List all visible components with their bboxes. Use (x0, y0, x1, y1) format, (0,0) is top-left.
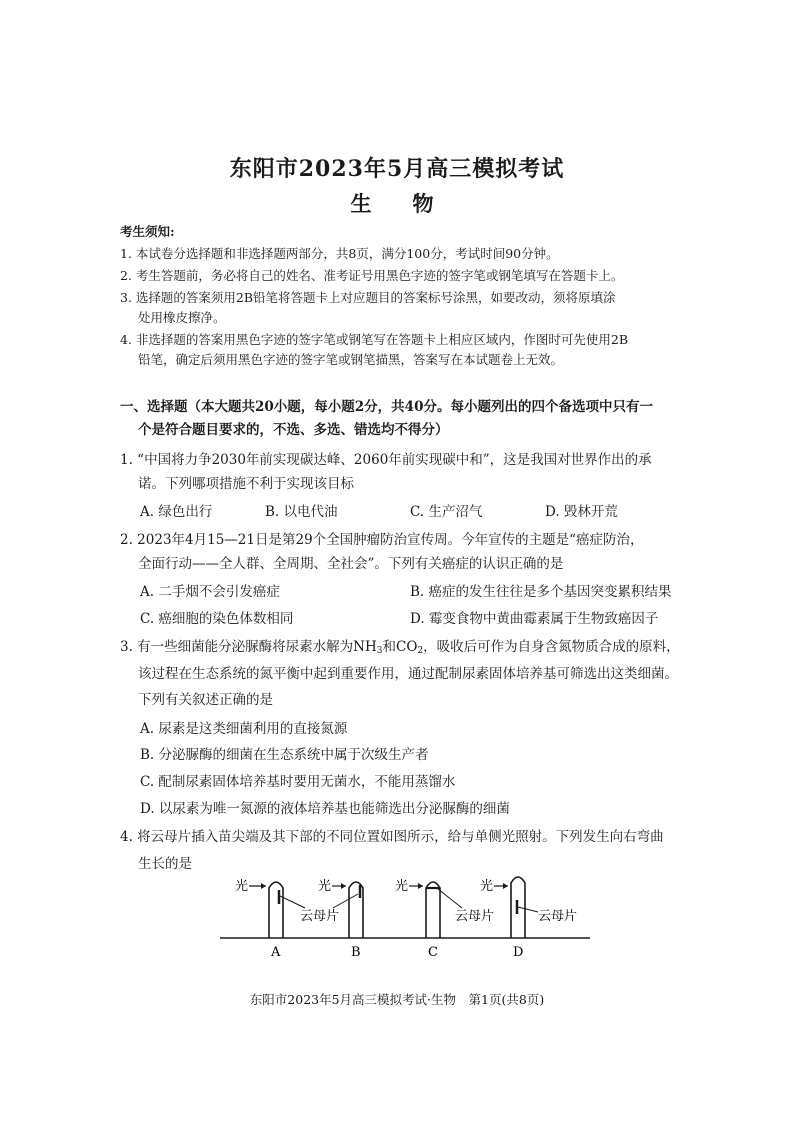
q2-option-d: D. 霉变食物中黄曲霉素属于生物致癌因子 (410, 611, 659, 627)
q3-stem-cont: 该过程在生态系统的氮平衡中起到重要作用，通过配制尿素固体培养基可筛选出这类细菌。 (138, 666, 678, 682)
q2-option-a: A. 二手烟不会引发癌症 (140, 584, 280, 600)
coleoptile-figure (200, 868, 600, 963)
q3-stem: 3. 有一些细菌能分泌脲酶将尿素水解为$NH_3$和$CO_2$，吸收后可作为自身含氮物质合成的原料， (120, 639, 680, 656)
q3-stem-cont: 下列有关叙述正确的是 (138, 692, 273, 708)
mica-label-c: 云母片 (455, 909, 495, 924)
light-label-a: 光 (235, 879, 249, 894)
section-heading: 一、选择题（本大题共20小题，每小题2分，共40分。每小题列出的四个备选项中只有一 (120, 399, 653, 415)
label-b: B (351, 945, 361, 960)
seedling-d (480, 877, 577, 960)
notice-item: 2. 考生答题前，务必将自己的姓名、准考证号用黑色字迹的签字笔或钢笔填写在答题卡上。 (120, 268, 624, 283)
q4-stem: 4. 将云母片插入苗尖端及其下部的不同位置如图所示，给与单侧光照射。下列发生向右弯曲 (120, 829, 664, 845)
q4-stem-cont: 生长的是 (138, 856, 192, 872)
q3-option-d: D. 以尿素为唯一氮源的液体培养基也能筛选出分泌脲酶的细菌 (140, 801, 510, 817)
notice-item: 铅笔，确定后须用黑色字迹的签字笔或钢笔描黑，答案写在本试题卷上无效。 (138, 352, 564, 367)
q1-option-a: A. 绿色出行 (140, 504, 213, 520)
mica-label: 云母片 (300, 909, 340, 924)
notice-item: 3. 选择题的答案须用2B铅笔将答题卡上对应题目的答案标号涂黑，如要改动，须将原填涂 (120, 290, 616, 305)
q1-option-d: D. 毁林开荒 (545, 504, 618, 520)
q3-option-c: C. 配制尿素固体培养基时要用无菌水，不能用蒸馏水 (140, 774, 456, 790)
q2-stem: 2. 2023年4月15—21日是第29个全国肿瘤防治宣传周。今年宣传的主题是“癌症防治， (120, 532, 644, 548)
q3-option-b: B. 分泌脲酶的细菌在生态系统中属于次级生产者 (140, 747, 429, 763)
notice-item: 处用橡皮擦净。 (138, 310, 226, 325)
notice-heading: 考生须知: (120, 224, 175, 239)
light-label-d: 光 (480, 879, 494, 894)
q2-stem-cont: 全面行动——全人群、全周期、全社会”。下列有关癌症的认识正确的是 (138, 556, 564, 572)
notice-item: 1. 本试卷分选择题和非选择题两部分，共8页，满分100分，考试时间90分钟。 (120, 246, 559, 261)
notice-item: 4. 非选择题的答案用黑色字迹的签字笔或钢笔写在答题卡上相应区域内，作图时可先使用2B (120, 332, 629, 347)
seedling-b (300, 878, 363, 960)
q2-option-c: C. 癌细胞的染色体数相同 (140, 611, 294, 627)
q1-option-c: C. 生产沼气 (410, 504, 483, 520)
light-arrow-d (503, 883, 508, 889)
label-c: C (428, 945, 438, 960)
light-arrow-b (341, 883, 346, 889)
q1-stem-cont: 诺。下列哪项措施不利于实现该目标 (138, 476, 354, 492)
label-a: A (271, 945, 281, 960)
mica-label-d: 云母片 (538, 909, 578, 924)
seedling-a (235, 878, 305, 960)
light-arrow-c (418, 883, 423, 889)
light-arrow-a (261, 883, 266, 889)
page-footer: 东阳市2023年5月高三模拟考试·生物 第1页(共8页) (249, 992, 545, 1007)
light-label-b: 光 (318, 879, 332, 894)
light-label-c: 光 (395, 879, 409, 894)
subject-title: 生 物 (350, 191, 444, 216)
section-heading-cont: 个是符合题目要求的，不选、多选、错选均不得分） (138, 422, 449, 438)
q1-stem: 1. “中国将力争2030年前实现碳达峰、2060年前实现碳中和”，这是我国对世界作出的承 (120, 452, 652, 468)
q2-option-b: B. 癌症的发生往往是多个基因突变累积结果 (410, 584, 672, 600)
label-d: D (513, 945, 524, 960)
page-title: 东阳市2023年5月高三模拟考试 (229, 156, 565, 182)
q1-option-b: B. 以电代油 (265, 504, 338, 520)
q3-option-a: A. 尿素是这类细菌利用的直接氮源 (140, 721, 348, 737)
